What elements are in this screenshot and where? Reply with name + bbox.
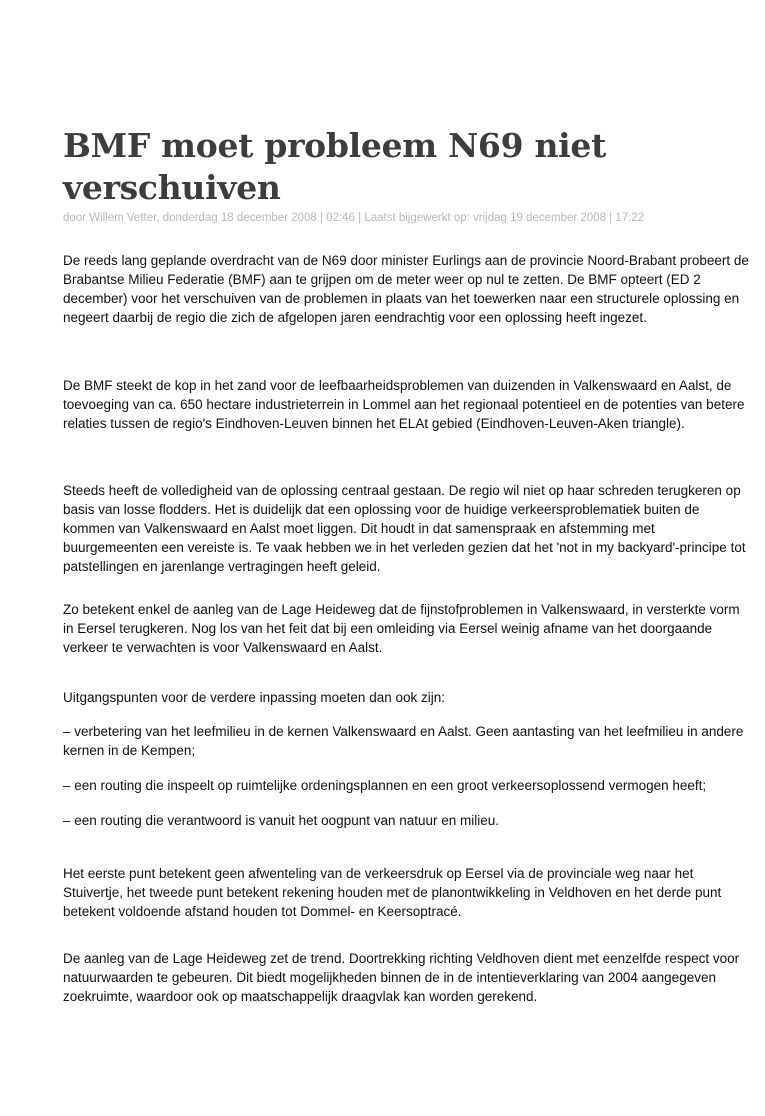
list-item-2: – een routing die inspeelt op ruimtelijke ordeningsplannen en een groot verkeersoplossend vermogen heeft;: [63, 778, 707, 793]
paragraph-2: De BMF steekt de kop in het zand voor de leefbaarheidsproblemen van duizenden in Valkenswaard en Aalst, de toevoeging van ca. 650 hectare industrieterrein in Lommel aan het regionaal potentieel en de potenties van betere relaties tussen de regio's Eindhoven-Leuven binnen het ELAt gebied (Eindhoven-Leuven-Aken triangle).: [63, 378, 745, 431]
paragraph-4: Zo betekent enkel de aanleg van de Lage Heideweg dat de fijnstofproblemen in Valkenswaard, in versterkte vorm in Eersel terugkeren. Nog los van het feit dat bij een omleiding via Eersel weinig afname van het doorgaande verkeer te verwachten is voor Valkenswaard en Aalst.: [63, 602, 740, 655]
list-item-1: – verbetering van het leefmilieu in de kernen Valkenswaard en Aalst. Geen aantasting van het leefmilieu in andere kernen in de Kempen;: [63, 724, 744, 758]
paragraph-6: Het eerste punt betekent geen afwenteling van de verkeersdruk op Eersel via de provinciale weg naar het Stuivertje, het tweede punt betekent rekening houden met de planontwikkeling in Veldhoven en het derde punt betekent voldoende afstand houden tot Dommel- en Keersoptracé.: [63, 866, 722, 919]
list-item-3: – een routing die verantwoord is vanuit het oogpunt van natuur en milieu.: [63, 813, 500, 828]
article-byline: door Willem Vetter, donderdag 18 december 2008 | 02:46 | Laatst bijgewerkt op: vrijdag 19 december 2008 | 17:22: [63, 212, 645, 224]
paragraph-3: Steeds heeft de volledigheid van de oplossing centraal gestaan. De regio wil niet op haar schreden terugkeren op basis van losse flodders. Het is duidelijk dat een oplossing voor de huidige verkeersproblematiek buiten de kommen van Valkenswaard en Aalst moet liggen. Dit houdt in dat samenspraak en afstemming met buurgemeenten een vereiste is. Te vaak hebben we in het verleden gezien dat het 'not in my backyard'-principe tot patstellingen en jarenlange vertragingen heeft geleid.: [63, 483, 746, 574]
paragraph-5: Uitgangspunten voor de verdere inpassing moeten dan ook zijn:: [63, 690, 445, 705]
paragraph-7: De aanleg van de Lage Heideweg zet de trend. Doortrekking richting Veldhoven dient met eenzelfde respect voor natuurwaarden te gebeuren. Dit biedt mogelijkheden binnen de in de intentieverklaring van 2004 aangegeven zoekruimte, waardoor ook op maatschappelijk draagvlak kan worden gerekend.: [63, 951, 740, 1004]
paragraph-1: De reeds lang geplande overdracht van de N69 door minister Eurlings aan de provincie Noord-Brabant probeert de Brabantse Milieu Federatie (BMF) aan te grijpen om de meter weer op nul te zetten. De BMF opteert (ED 2 december) voor het verschuiven van de problemen in plaats van het toewerken naar een structurele oplossing en negeert daarbij de regio die zich de afgelopen jaren eendrachtig voor een oplossing heeft ingezet.: [63, 253, 749, 325]
article-title: BMF moet probleem N69 niet verschuiven: [63, 126, 607, 207]
